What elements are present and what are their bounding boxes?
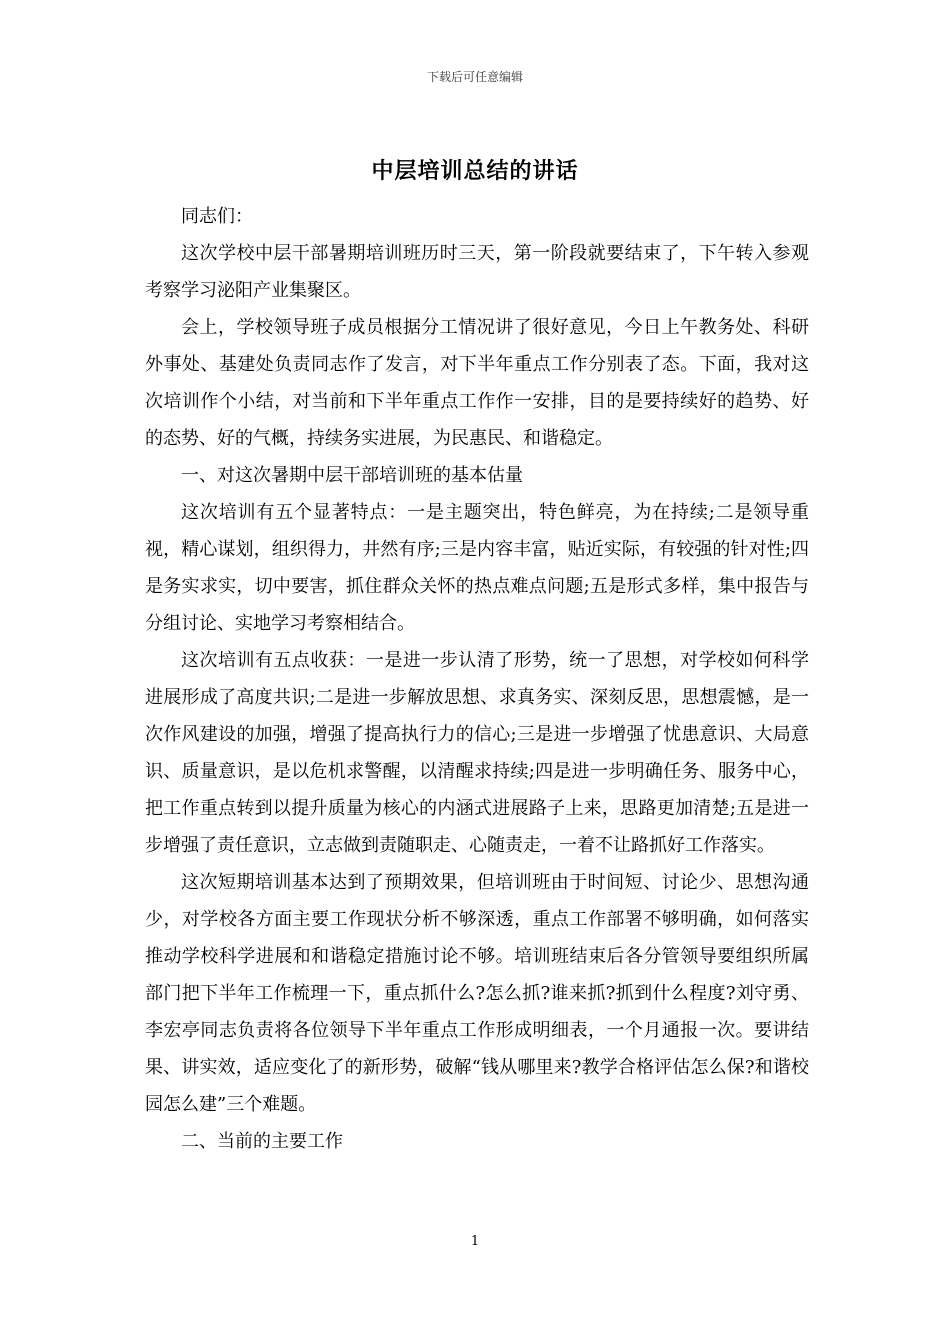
- body-paragraph: 这次学校中层干部暑期培训班历时三天，第一阶段就要结束了，下午转入参观考察学习泌阳产业集聚区。: [145, 243, 809, 301]
- section-heading: 一、对这次暑期中层干部培训班的基本估量: [181, 465, 523, 486]
- document-body: [145, 198, 809, 1160]
- section-heading: 二、当前的主要工作: [181, 1131, 343, 1152]
- document-title: 中层培训总结的讲话: [371, 158, 579, 184]
- body-paragraph: 这次培训有五个显著特点：一是主题突出，特色鲜亮，为在持续;二是领导重视，精心谋划，组织得力，井然有序;三是内容丰富，贴近实际，有较强的针对性;四是务实求实，切中要害，抓住群众关怀的热点难点问题;五是形式多样，集中报告与分组讨论、实地学习考察相结合。: [145, 502, 809, 634]
- body-paragraph: 这次短期培训基本达到了预期效果，但培训班由于时间短、讨论少、思想沟通少，对学校各方面主要工作现状分析不够深透，重点工作部署不够明确，如何落实推动学校科学进展和和谐稳定措施讨论不够。培训班结束后各分管领导要组织所属部门把下半年工作梳理一下，重点抓什么?怎么抓?谁来抓?抓到什么程度?刘守勇、李宏亭同志负责将各位领导下半年重点工作形成明细表，一个月通报一次。要讲结果、讲实效，适应变化了的新形势，破解“钱从哪里来?教学合格评估怎么保?和谐校园怎么建”三个难题。: [145, 872, 809, 1115]
- body-paragraph: 这次培训有五点收获：一是进一步认清了形势，统一了思想，对学校如何科学进展形成了高度共识;二是进一步解放思想、求真务实、深刻反思，思想震憾，是一次作风建设的加强，增强了提高执行力的信心;三是进一步增强了忧患意识、大局意识、质量意识，是以危机求警醒，以清醒求持续;四是进一步明确任务、服务中心，把工作重点转到以提升质量为核心的内涵式进展路子上来，思路更加清楚;五是进一步增强了责任意识，立志做到责随职走、心随责走，一着不让路抓好工作落实。: [145, 650, 809, 856]
- greeting-paragraph: 同志们：: [181, 206, 253, 227]
- header-note: 下载后可任意编辑: [426, 70, 523, 84]
- body-paragraph: 会上，学校领导班子成员根据分工情况讲了很好意见，今日上午教务处、科研外事处、基建处负责同志作了发言，对下半年重点工作分别表了态。下面，我对这次培训作个小结，对当前和下半年重点工作作一安排，目的是要持续好的趋势、好的态势、好的气概，持续务实进展，为民惠民、和谐稳定。: [145, 317, 809, 449]
- page-number: 1: [470, 1234, 480, 1249]
